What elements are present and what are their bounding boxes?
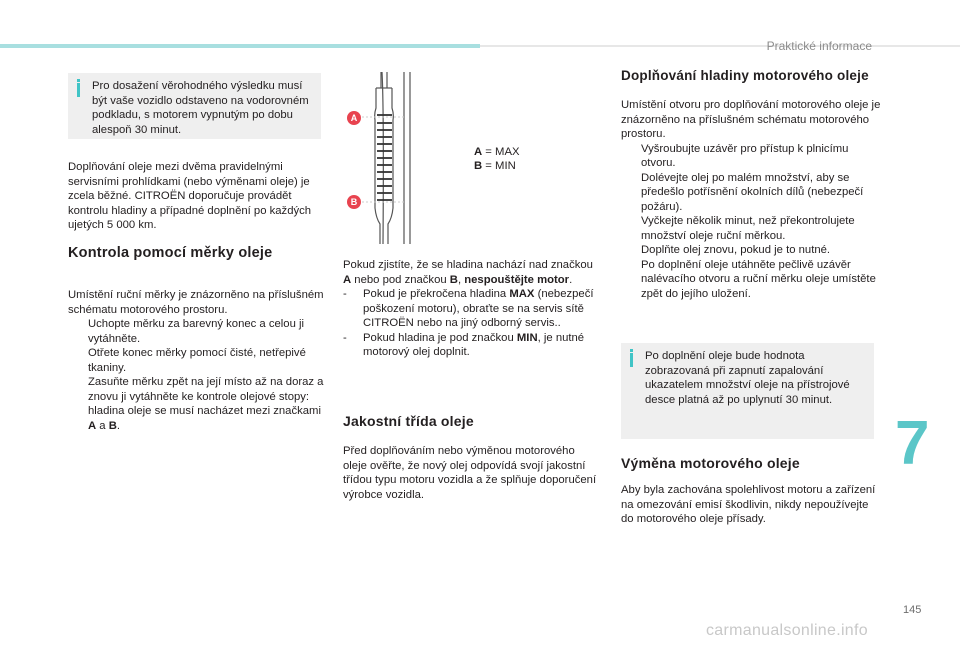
header-rule [480,45,960,47]
step-list [621,142,883,302]
legend-min: B = MIN [474,160,516,172]
info-note-text: Po doplnění oleje bude hodnota zobrazovaná při zapnutí zapalování ukazatelem množství oleje na přístrojové desce platná až po uplynutí 30 minut. [645,350,850,406]
paragraph: Před doplňováním nebo výměnou motorového oleje ověřte, že nový olej odpovídá svojí jakostní třídou typu motoru vozidla a že splňuje doporučení výrobce vozidla. [343,445,597,501]
section-title: Praktické informace [766,39,872,53]
list-item: Vyšroubujte uzávěr pro přístup k plnicímu otvoru. [641,142,849,169]
paragraph: Umístění otvoru pro doplňování motorového oleje je znázorněno na příslušném schématu motorového prostoru. [621,99,881,140]
section-heading: Jakostní třída oleje [343,413,474,429]
dipstick-illustration [340,68,470,248]
section-heading: Kontrola pomocí měrky oleje [68,245,273,261]
paragraph: Umístění ruční měrky je znázorněno na příslušném schématu motorového prostoru. [68,289,324,316]
header-accent-bar [0,44,480,48]
list-item: Otřete konec měrky pomocí čisté, netřepivé tkaniny. [88,347,306,374]
figure-legend [474,145,520,173]
list-item: Po doplnění oleje utáhněte pečlivě uzávěr nalévacího otvoru a ruční měrku oleje umístěte zpět do jejího uložení. [641,258,876,300]
info-note [68,73,321,139]
section-heading: Výměna motorového oleje [621,455,800,471]
dash-list [343,287,601,360]
watermark: carmanualsonline.info [706,622,868,639]
list-item: Vyčkejte několik minut, než překontrolujete množství oleje ruční měrkou. [641,215,855,242]
paragraph: Doplňování oleje mezi dvěma pravidelnými servisními prohlídkami (nebo výměnami oleje) je zcela běžné. CITROËN doporučuje provádět kontrolu hladiny a případné doplnění po každých ujetých 5 000 km. [68,161,312,231]
list-item: Doplňte olej znovu, pokud je to nutné. [641,244,831,256]
list-item: - Pokud je překročena hladina MAX (nebezpečí poškození motoru), obraťte se na servis sítě CITROËN nebo na jiný odborný servis.. [343,288,594,329]
info-icon [77,79,80,82]
list-item: - Pokud hladina je pod značkou MIN, je nutné motorový olej doplnit. [343,331,585,358]
list-item: Zasuňte měrku zpět na její místo až na doraz a znovu ji vytáhněte ke kontrole olejové stopy: hladina oleje se musí nacházet mezi značkami A a B. [88,376,324,432]
marker-b: B [347,195,361,209]
info-note [621,343,874,439]
info-note-text: Pro dosažení věrohodného výsledku musí být vaše vozidlo odstaveno na vodorovném podkladu, s motorem vypnutým po dobu alespoň 30 minut. [92,80,309,136]
info-icon [630,349,633,352]
page-number: 145 [903,604,922,616]
list-item: Dolévejte olej po malém množství, aby se předešlo potřísnění okolních dílů (nebezpečí požáru). [641,171,864,213]
list-item: Uchopte měrku za barevný konec a celou ji vytáhněte. [88,318,305,345]
chapter-number: 7 [895,409,930,478]
marker-a: A [347,111,361,125]
step-list [68,317,330,433]
section-heading: Doplňování hladiny motorového oleje [621,68,869,83]
legend-max: A = MAX [474,146,520,158]
paragraph: Pokud zjistíte, že se hladina nachází nad značkou A nebo pod značkou B, nespouštějte motor. [343,259,593,286]
paragraph: Aby byla zachována spolehlivost motoru a zařízení na omezování emisí škodlivin, nikdy nepoužívejte do motorového oleje přísady. [621,484,876,525]
